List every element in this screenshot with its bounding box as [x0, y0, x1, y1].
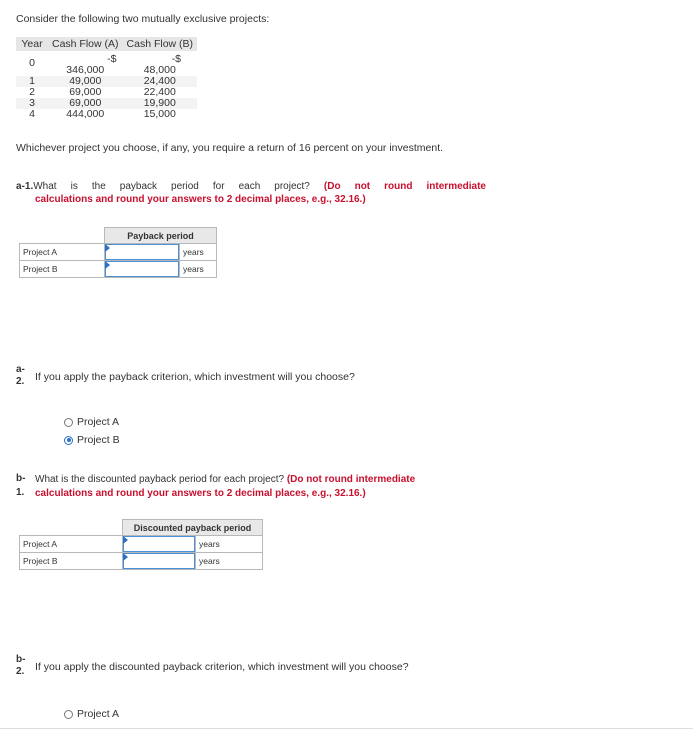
- flag-icon: [123, 553, 128, 561]
- project-b-label: Project B: [20, 553, 123, 570]
- table-row: [16, 109, 197, 120]
- unit-label: years: [180, 261, 217, 278]
- unit-label: years: [180, 244, 217, 261]
- project-a-label: Project A: [20, 536, 123, 553]
- question-id-bottom: 1.: [16, 487, 25, 498]
- option-project-a[interactable]: [64, 708, 119, 720]
- question-id-bottom: 2.: [16, 666, 25, 677]
- unit-label: years: [196, 536, 263, 553]
- instruction-note: (Do not round intermediate: [323, 181, 486, 192]
- project-a-label: Project A: [20, 244, 105, 261]
- cash-flow-a-cell: 49,000: [48, 76, 123, 87]
- question-id-bottom: 2.: [16, 376, 25, 387]
- cash-flow-a-cell: [48, 51, 123, 76]
- intro-text: Consider the following two mutually exclusive projects:: [16, 13, 270, 25]
- cash-flow-b-cell: 19,900: [123, 98, 198, 109]
- question-text: What is the payback period for each project?: [33, 181, 310, 192]
- currency-prefix: -$: [171, 53, 182, 65]
- question-id-top: a-: [16, 364, 25, 375]
- option-label: Project B: [77, 434, 120, 446]
- instruction-note: (Do not round intermediate: [286, 474, 416, 485]
- unit-label: years: [196, 553, 263, 570]
- cash-flow-value: 48,000: [143, 64, 176, 76]
- table-row: [16, 51, 197, 76]
- flag-icon: [105, 244, 110, 252]
- payback-project-b-input[interactable]: [105, 261, 179, 277]
- table-row: [20, 261, 217, 278]
- cash-flow-b-cell: [123, 51, 198, 76]
- question-b2-text: If you apply the discounted payback criterion, which investment will you choose?: [35, 661, 409, 673]
- payback-period-table: [19, 227, 217, 278]
- cash-flow-a-cell: 444,000: [66, 108, 105, 120]
- year-cell: 1: [16, 76, 48, 87]
- divider: [0, 728, 693, 729]
- question-id-top: b-: [16, 473, 26, 484]
- header-cash-flow-a: Cash Flow (A): [48, 37, 123, 51]
- flag-icon: [105, 261, 110, 269]
- option-label: Project A: [77, 708, 120, 720]
- year-cell: 0: [29, 57, 35, 69]
- discounted-payback-project-a-input[interactable]: [123, 536, 195, 552]
- table-row: [20, 244, 217, 261]
- table-row: [20, 536, 263, 553]
- radio-icon[interactable]: [64, 418, 73, 427]
- option-label: Project A: [77, 416, 120, 428]
- requirement-text: Whichever project you choose, if any, you require a return of 16 percent on your investment.: [16, 142, 444, 154]
- currency-prefix: -$: [107, 53, 117, 65]
- question-text: What is the discounted payback period for each project?: [35, 474, 285, 485]
- cash-flow-a-cell: 69,000: [48, 98, 123, 109]
- instruction-note-cont: calculations and round your answers to 2 decimal places, e.g., 32.16.): [35, 488, 366, 499]
- header-year: Year: [16, 37, 48, 51]
- radio-icon[interactable]: [64, 710, 73, 719]
- payback-period-header: Payback period: [105, 228, 217, 244]
- option-project-b[interactable]: [64, 434, 120, 446]
- table-row: [20, 553, 263, 570]
- instruction-note-cont: calculations and round your answers to 2 decimal places, e.g., 32.16.): [35, 194, 366, 205]
- header-cash-flow-b: Cash Flow (B): [123, 37, 198, 51]
- radio-selected-icon[interactable]: [64, 436, 73, 445]
- cash-flow-a-cell: 69,000: [69, 86, 102, 98]
- cash-flow-b-cell: 24,400: [123, 76, 198, 87]
- year-cell: 2: [29, 86, 35, 98]
- question-b1: [35, 473, 495, 501]
- year-cell: 4: [29, 108, 35, 120]
- cash-flow-b-cell: 15,000: [143, 108, 176, 120]
- cash-flow-header-row: [16, 37, 197, 51]
- discounted-payback-header: Discounted payback period: [123, 520, 263, 536]
- year-cell: 3: [16, 98, 48, 109]
- cash-flow-table: [16, 37, 197, 120]
- cash-flow-b-cell: 22,400: [143, 86, 176, 98]
- option-project-a[interactable]: [64, 416, 119, 428]
- project-b-label: Project B: [20, 261, 105, 278]
- question-id: a-1.: [16, 181, 34, 192]
- flag-icon: [123, 536, 128, 544]
- discounted-payback-table: [19, 519, 263, 570]
- discounted-payback-project-b-input[interactable]: [123, 553, 195, 569]
- question-a2-text: If you apply the payback criterion, which investment will you choose?: [35, 371, 355, 383]
- question-id-top: b-: [16, 654, 26, 665]
- question-a1: [16, 180, 486, 206]
- cash-flow-value: 346,000: [66, 64, 105, 76]
- payback-project-a-input[interactable]: [105, 244, 179, 260]
